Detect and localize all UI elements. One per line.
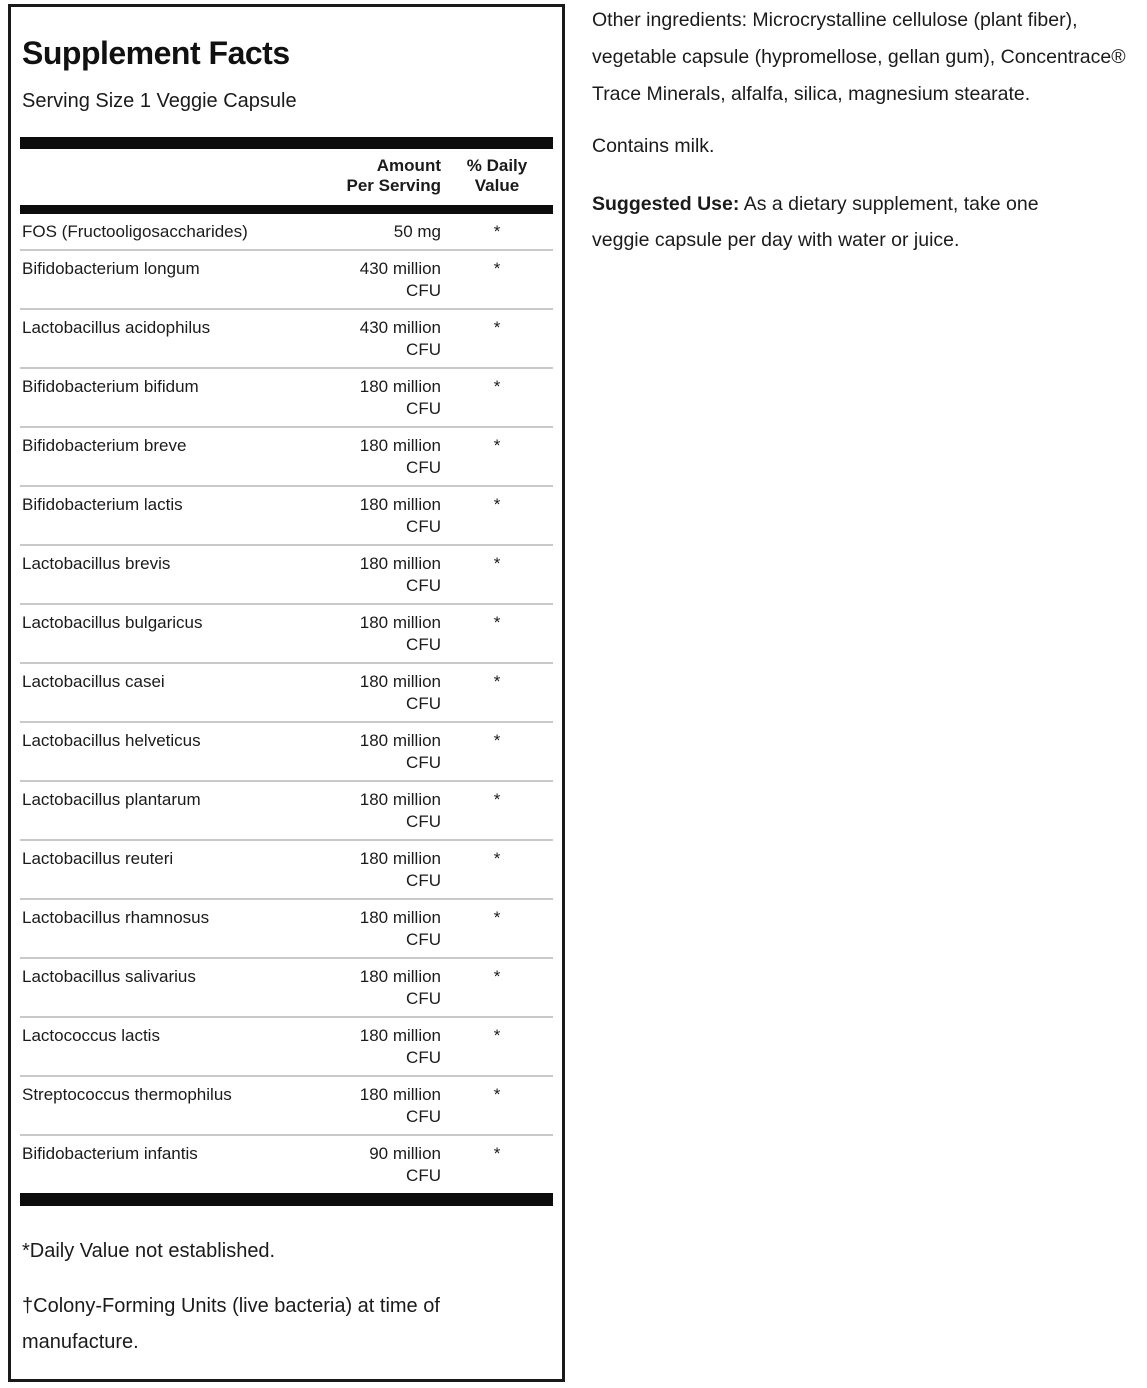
daily-value-asterisk: *: [493, 436, 501, 455]
ingredient-name: Lactobacillus salivarius: [22, 967, 196, 986]
ingredient-name: Lactobacillus plantarum: [22, 790, 201, 809]
amount-per-serving-value: [331, 789, 441, 833]
ingredient-row: [20, 841, 553, 900]
ingredient-name: Bifidobacterium longum: [22, 259, 200, 278]
ingredient-row: [20, 1018, 553, 1077]
amount-number: 430 million: [359, 318, 441, 337]
amount-per-serving-value: [331, 1025, 441, 1069]
daily-value-asterisk: *: [493, 318, 501, 337]
amount-unit: CFU: [406, 517, 441, 536]
daily-value-asterisk: *: [493, 1085, 501, 1104]
amount-unit: CFU: [406, 635, 441, 654]
daily-value-asterisk: *: [493, 613, 501, 632]
amount-number: 90 million: [369, 1144, 441, 1163]
amount-per-serving-value: [331, 258, 441, 302]
divider-bar-top: [20, 137, 553, 149]
amount-unit: CFU: [406, 694, 441, 713]
ingredient-name: Bifidobacterium bifidum: [22, 377, 199, 396]
amount-per-serving-value: [331, 730, 441, 774]
ingredient-row: [20, 369, 553, 428]
amount-per-serving-value: [331, 1143, 441, 1187]
amount-number: 180 million: [359, 377, 441, 396]
amount-number: 50 mg: [393, 222, 441, 241]
amount-unit: CFU: [406, 1048, 441, 1067]
amount-unit: CFU: [406, 399, 441, 418]
daily-value-asterisk: *: [493, 1144, 501, 1163]
ingredient-row: [20, 1136, 553, 1193]
supplement-facts-panel: [8, 4, 565, 1382]
table-header-row: [20, 149, 553, 205]
ingredient-row: [20, 214, 553, 251]
ingredient-name: Lactobacillus bulgaricus: [22, 613, 203, 632]
amount-per-serving-value: [331, 612, 441, 656]
amount-unit: CFU: [406, 1166, 441, 1185]
amount-unit: CFU: [406, 930, 441, 949]
ingredient-row: [20, 546, 553, 605]
daily-value-asterisk: *: [493, 377, 501, 396]
header-percent-daily-value: [441, 156, 553, 196]
amount-number: 180 million: [359, 967, 441, 986]
ingredient-name: Streptococcus thermophilus: [22, 1085, 232, 1104]
daily-value-asterisk: *: [493, 908, 501, 927]
ingredient-name: Lactobacillus reuteri: [22, 849, 174, 868]
amount-per-serving-value: [331, 848, 441, 892]
amount-per-serving-value: [331, 376, 441, 420]
ingredient-row: [20, 1077, 553, 1136]
header-amount-per-serving: [331, 156, 441, 196]
divider-bar-bottom: [20, 1193, 553, 1206]
amount-number: 180 million: [359, 849, 441, 868]
serving-size: Serving Size 1 Veggie Capsule: [22, 90, 297, 112]
divider-bar-header: [20, 205, 553, 214]
ingredient-name: Bifidobacterium infantis: [22, 1144, 198, 1163]
ingredient-name: Bifidobacterium breve: [22, 436, 187, 455]
ingredient-name: Lactobacillus brevis: [22, 554, 171, 573]
amount-per-serving-value: [331, 1084, 441, 1128]
contains-statement: Contains milk.: [592, 135, 715, 157]
ingredient-row: [20, 782, 553, 841]
side-text-column: [592, 2, 1147, 258]
daily-value-asterisk: *: [493, 1026, 501, 1045]
amount-unit: CFU: [406, 812, 441, 831]
amount-per-serving-value: [331, 435, 441, 479]
amount-per-serving-value: [331, 317, 441, 361]
daily-value-asterisk: *: [493, 849, 501, 868]
amount-number: 180 million: [359, 1085, 441, 1104]
amount-per-serving-value: [331, 966, 441, 1010]
ingredient-name: FOS (Fructooligosaccharides): [22, 222, 248, 241]
amount-unit: CFU: [406, 989, 441, 1008]
other-ingredients-text: Other ingredients: Microcrystalline cellulose (plant fiber), vegetable capsule (hypromellose, gellan gum), Concentrace® Trace Minerals, alfalfa, silica, magnesium stearate.: [592, 9, 1126, 105]
header-amount-line1: Amount: [376, 156, 441, 175]
amount-per-serving-value: [331, 671, 441, 715]
daily-value-asterisk: *: [493, 790, 501, 809]
ingredient-name: Lactobacillus rhamnosus: [22, 908, 210, 927]
amount-number: 180 million: [359, 672, 441, 691]
header-dv-line1: % Daily: [466, 156, 528, 175]
daily-value-asterisk: *: [493, 672, 501, 691]
footnote-cfu: †Colony-Forming Units (live bacteria) at time of manufacture.: [22, 1295, 440, 1353]
ingredient-row: [20, 251, 553, 310]
ingredient-row: [20, 723, 553, 782]
amount-unit: CFU: [406, 281, 441, 300]
ingredient-name: Lactobacillus helveticus: [22, 731, 201, 750]
suggested-use-label: Suggested Use:: [592, 193, 740, 215]
amount-number: 180 million: [359, 908, 441, 927]
ingredient-table: [20, 214, 553, 1193]
ingredient-row: [20, 664, 553, 723]
daily-value-asterisk: *: [493, 259, 501, 278]
daily-value-asterisk: *: [493, 495, 501, 514]
header-amount-line2: Per Serving: [346, 176, 441, 195]
ingredient-name: Lactococcus lactis: [22, 1026, 160, 1045]
amount-unit: CFU: [406, 458, 441, 477]
suggested-use-body: As a dietary supplement, take one veggie capsule per day with water or juice.: [592, 193, 1039, 251]
ingredient-name: Lactobacillus casei: [22, 672, 165, 691]
amount-per-serving-value: [331, 553, 441, 597]
ingredient-row: [20, 428, 553, 487]
header-dv-line2: Value: [474, 176, 520, 195]
amount-number: 180 million: [359, 554, 441, 573]
daily-value-asterisk: *: [493, 967, 501, 986]
amount-number: 180 million: [359, 495, 441, 514]
amount-per-serving-value: [331, 494, 441, 538]
amount-number: 180 million: [359, 790, 441, 809]
panel-title: Supplement Facts: [22, 35, 290, 71]
ingredient-row: [20, 310, 553, 369]
amount-number: 180 million: [359, 731, 441, 750]
daily-value-asterisk: *: [493, 731, 501, 750]
ingredient-name: Bifidobacterium lactis: [22, 495, 183, 514]
ingredient-row: [20, 487, 553, 546]
amount-number: 430 million: [359, 259, 441, 278]
ingredient-row: [20, 605, 553, 664]
ingredient-row: [20, 959, 553, 1018]
daily-value-asterisk: *: [493, 554, 501, 573]
amount-per-serving-value: [331, 907, 441, 951]
amount-unit: CFU: [406, 576, 441, 595]
amount-number: 180 million: [359, 1026, 441, 1045]
daily-value-asterisk: *: [493, 222, 501, 241]
amount-unit: CFU: [406, 1107, 441, 1126]
amount-unit: CFU: [406, 340, 441, 359]
footnote-daily-value: *Daily Value not established.: [22, 1240, 276, 1262]
amount-unit: CFU: [406, 871, 441, 890]
amount-unit: CFU: [406, 753, 441, 772]
amount-number: 180 million: [359, 436, 441, 455]
suggested-use-text: [592, 186, 1092, 258]
amount-number: 180 million: [359, 613, 441, 632]
ingredient-row: [20, 900, 553, 959]
ingredient-name: Lactobacillus acidophilus: [22, 318, 211, 337]
amount-per-serving-value: [331, 221, 441, 243]
